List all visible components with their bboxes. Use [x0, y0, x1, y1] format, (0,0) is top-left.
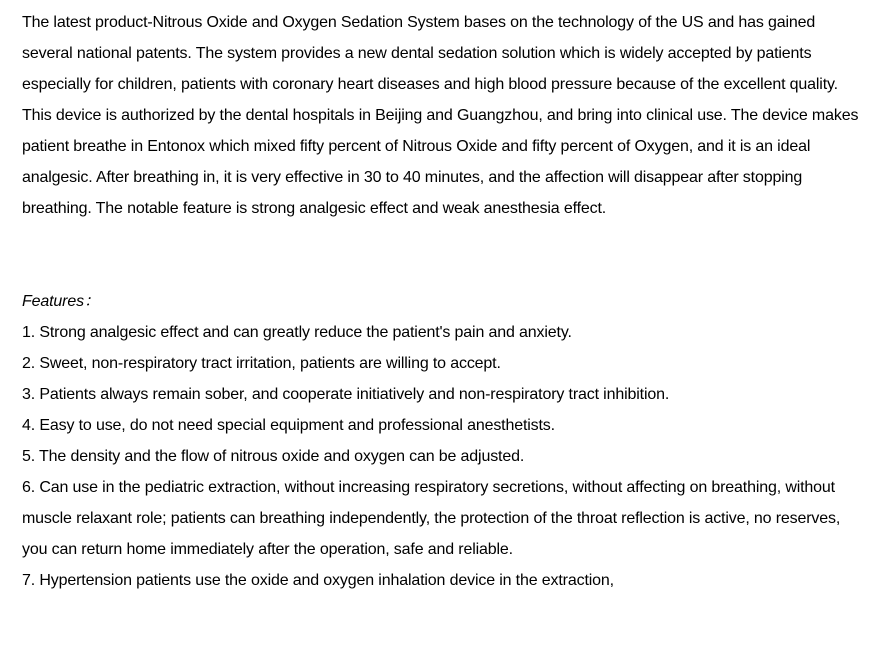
feature-item: 4. Easy to use, do not need special equipment and professional anesthetists. [22, 417, 555, 434]
feature-item: 2. Sweet, non-respiratory tract irritation, patients are willing to accept. [22, 355, 501, 372]
feature-item: 3. Patients always remain sober, and cooperate initiatively and non-respiratory tract inhibition. [22, 386, 670, 403]
feature-item: 1. Strong analgesic effect and can greatly reduce the patient's pain and anxiety. [22, 324, 572, 341]
feature-item: 5. The density and the flow of nitrous oxide and oxygen can be adjusted. [22, 448, 525, 465]
feature-item: 6. Can use in the pediatric extraction, without increasing respiratory secretions, without affecting on breathing, without muscle relaxant role; patients can breathing independently, the protection of the throat reflection is active, no reserves, you can return home immediately after the operation, safe and reliable. [22, 479, 841, 558]
feature-item: 7. Hypertension patients use the oxide and oxygen inhalation device in the extraction, [22, 572, 614, 589]
features-heading: Features： [22, 293, 100, 310]
document-body [22, 7, 862, 596]
intro-paragraph: The latest product-Nitrous Oxide and Oxygen Sedation System bases on the technology of the US and has gained several national patents. The system provides a new dental sedation solution which is widely accepted by patients especially for children, patients with coronary heart diseases and high blood pressure because of the excellent quality. This device is authorized by the dental hospitals in Beijing and Guangzhou, and bring into clinical use. The device makes patient breathe in Entonox which mixed fifty percent of Nitrous Oxide and fifty percent of Oxygen, and it is an ideal analgesic. After breathing in, it is very effective in 30 to 40 minutes, and the affection will disappear after stopping breathing. The notable feature is strong analgesic effect and weak anesthesia effect. [22, 14, 859, 217]
features-list [22, 317, 862, 596]
